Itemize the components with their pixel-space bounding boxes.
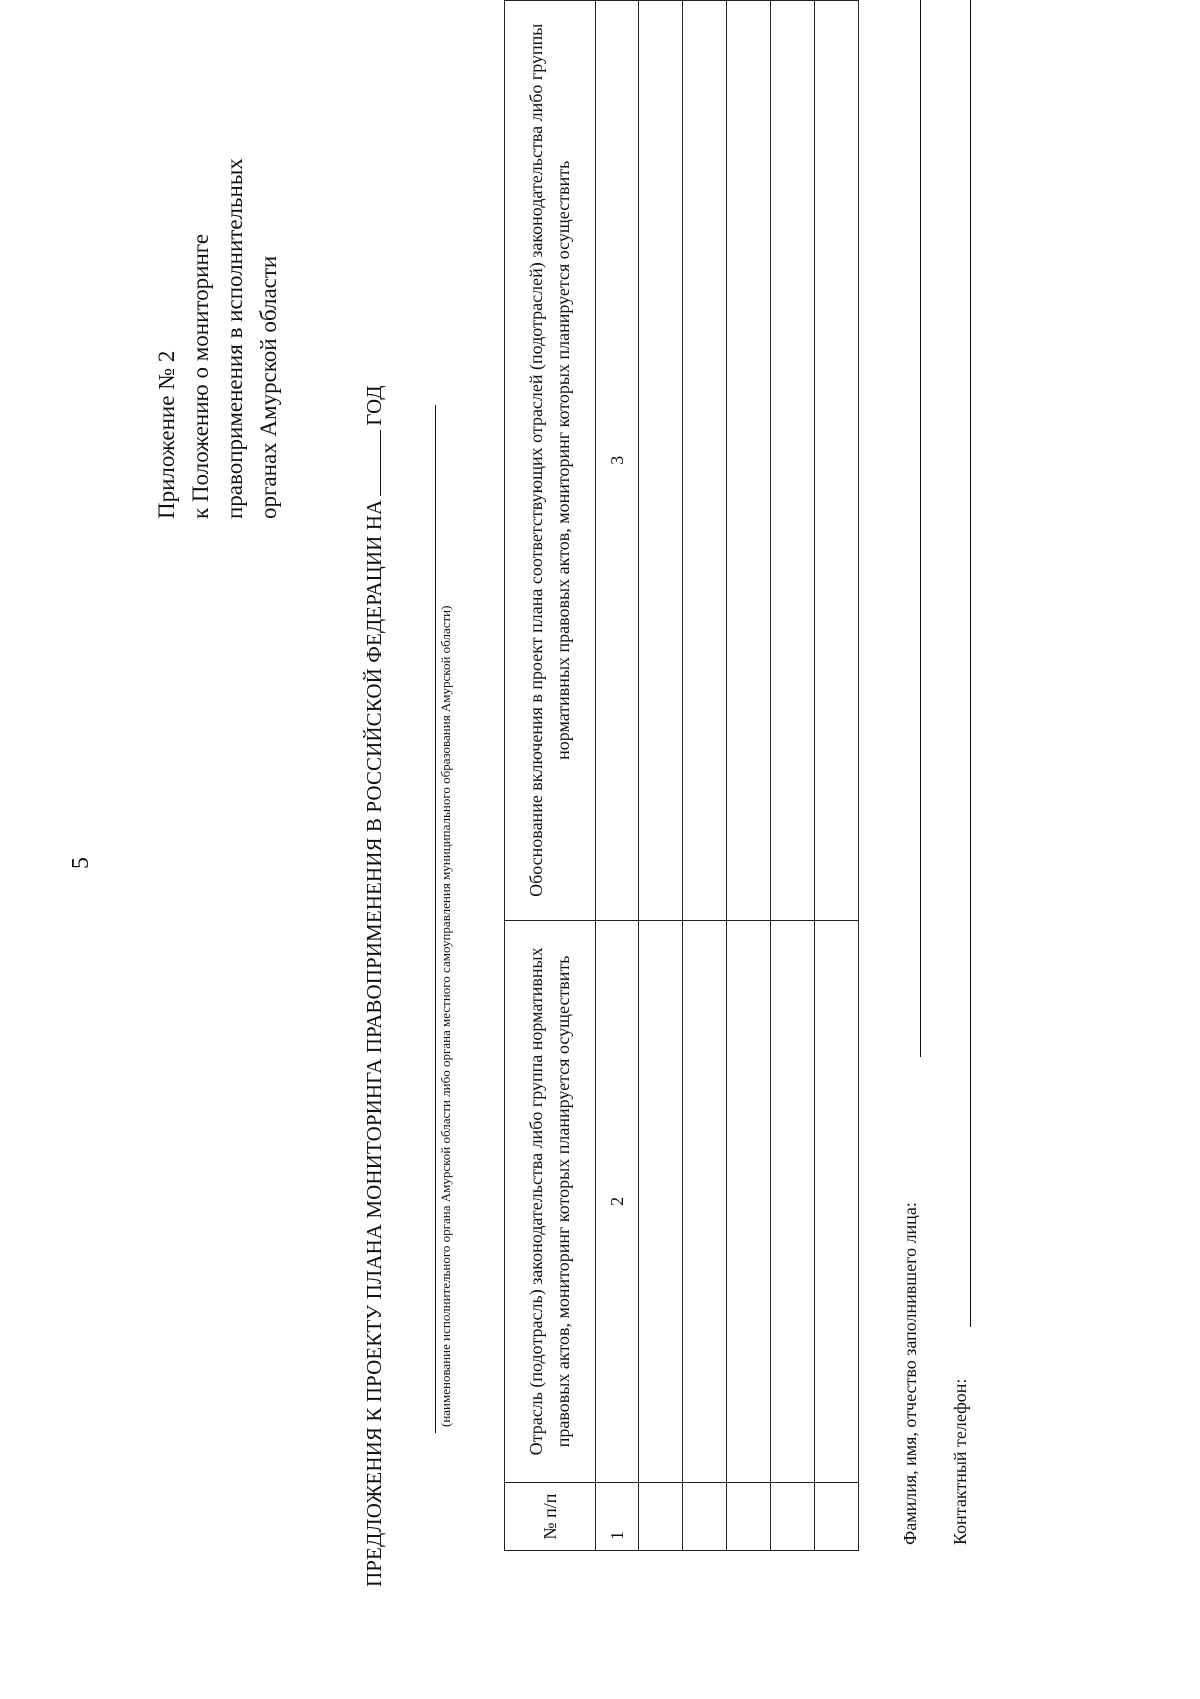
page-number: 5 <box>68 857 94 869</box>
filled-by-name-field <box>900 1202 921 1545</box>
table-cell[interactable] <box>771 1483 815 1551</box>
table-row <box>727 1 771 1551</box>
table-cell[interactable] <box>815 1483 859 1551</box>
header-number: № п/п <box>505 1483 596 1551</box>
table-numbering-row <box>596 1 639 1551</box>
appendix-line: к Положению о мониторинге <box>188 233 213 519</box>
table-cell[interactable] <box>727 1 771 921</box>
table-cell[interactable] <box>639 1 683 921</box>
contact-phone-label: Контактный телефон: <box>950 1378 970 1545</box>
document-title <box>362 385 387 1587</box>
table-cell[interactable] <box>639 1483 683 1551</box>
org-name-line <box>435 405 436 1433</box>
column-number-1: 1 <box>596 1483 639 1551</box>
table-cell[interactable] <box>639 920 683 1483</box>
filled-by-name-label: Фамилия, имя, отчество заполнившего лица: <box>900 1202 920 1545</box>
table-row <box>683 1 727 1551</box>
table-cell[interactable] <box>815 920 859 1483</box>
table-row <box>639 1 683 1551</box>
header-branch: Отрасль (подотрасль) законодательства либо группа нормативных правовых актов, мониторинг которых планируется осуществить <box>505 920 596 1483</box>
table-cell[interactable] <box>727 1483 771 1551</box>
appendix-line: правоприменения в исполнительных <box>222 158 247 519</box>
appendix-line: органах Амурской области <box>256 255 281 519</box>
table-cell[interactable] <box>683 920 727 1483</box>
title-prefix: ПРЕДЛОЖЕНИЯ К ПРОЕКТУ ПЛАНА МОНИТОРИНГА ПРАВОПРИМЕНЕНИЯ В РОССИЙСКОЙ ФЕДЕРАЦИИ НА <box>362 499 386 1587</box>
table-cell[interactable] <box>727 920 771 1483</box>
appendix-line: Приложение № 2 <box>154 350 179 519</box>
table-cell[interactable] <box>683 1483 727 1551</box>
year-blank-line <box>362 430 381 496</box>
title-suffix: ГОД <box>362 385 386 426</box>
table-row <box>771 1 815 1551</box>
table-cell[interactable] <box>815 1 859 921</box>
header-justification: Обоснование включения в проект плана соответствующих отраслей (подотраслей) законодательства либо группы нормативных правовых актов, мониторинг которых планируется осуществить <box>505 1 596 921</box>
column-number-3: 3 <box>596 1 639 921</box>
table-row <box>815 1 859 1551</box>
contact-phone-line[interactable] <box>970 0 971 1327</box>
appendix-reference <box>150 158 286 519</box>
column-number-2: 2 <box>596 920 639 1483</box>
table-header-row <box>505 1 596 1551</box>
filled-by-name-line[interactable] <box>920 0 921 1057</box>
table-cell[interactable] <box>683 1 727 921</box>
table-cell[interactable] <box>771 920 815 1483</box>
org-name-caption: (наименование исполнительного органа Амурской области либо органа местного самоуправления муниципального образования Амурской области) <box>438 605 453 1427</box>
proposals-table <box>504 0 859 1551</box>
contact-phone-field <box>950 1379 971 1545</box>
table-cell[interactable] <box>771 1 815 921</box>
